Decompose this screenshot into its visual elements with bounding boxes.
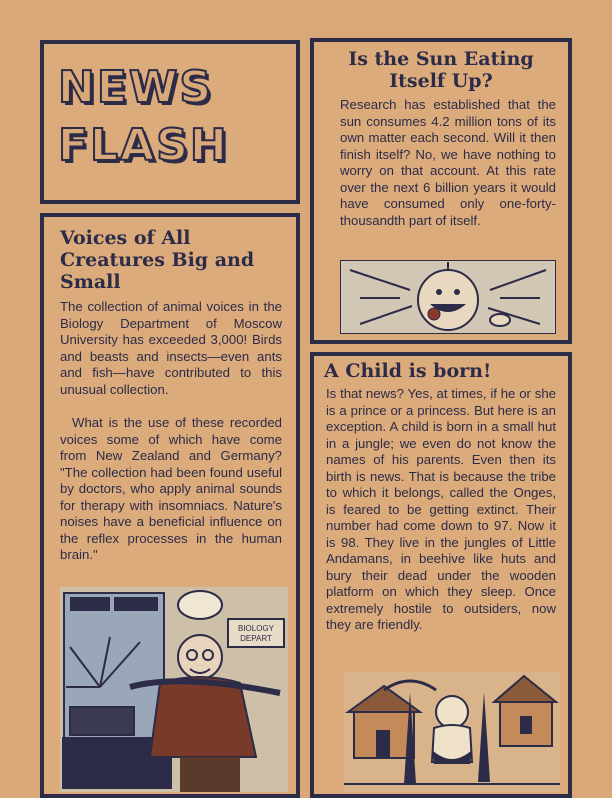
sign-line-1: BIOLOGY <box>237 624 275 633</box>
news-flash-title-line1: NEWS <box>58 62 214 113</box>
news-flash-title-line2: FLASH <box>58 120 229 171</box>
jungle-child-illustration <box>344 672 560 792</box>
biology-sign <box>228 619 284 647</box>
sun-article-headline: Is the Sun Eating Itself Up? <box>348 48 534 92</box>
biology-lab-illustration <box>60 587 288 792</box>
sun-article-body: Research has established that the sun consumes 4.2 million tons of its own matter each second. Will it then finish itself? No, we have nothing to worry on that account. At this rate over the next 6 billion years it would have consumed only one-forty-thousandth part of itself. <box>340 97 556 228</box>
voices-article-paragraph-1: The collection of animal voices in the Biology Department of Moscow University has exceeded 3,000! Birds and beasts and insects—even ants and fish—have contributed to this unusual collection. <box>60 299 282 397</box>
voices-article-panel <box>40 213 300 798</box>
child-article-body: Is that news? Yes, at times, if he or she is a prince or a princess. But here is an exception. A child is born in a small hut in a jungle; we even do not know the names of his parents. Even then its birth is news. That is because the tribe to which it belongs, called the Onges, is feared to be getting extinct. Their number had come down to 97. Now it is 98. They live in the jungles of Little Andamans, in beehive like huts and bury their dead under the wooden platform on which they sleep. Once extremely hostile to outsiders, now they are friendly. <box>326 386 556 632</box>
news-flash-panel <box>40 40 300 204</box>
sun-article-panel <box>310 38 572 344</box>
sun-eating-illustration <box>340 260 556 334</box>
sign-line-2: DEPART <box>240 634 272 643</box>
voices-article-paragraph-2: What is the use of these recorded voices some of which have come from New Zealand and Germany? "The collection had been found useful by doctors, who apply animal sounds for therapy with insomniacs. Nature's noises have a beneficial influence on the reflex processes in the human brain." <box>60 415 282 562</box>
voices-article-headline: Voices of All Creatures Big and Small <box>60 227 255 293</box>
child-article-headline: A Child is born! <box>324 360 492 382</box>
child-article-panel <box>310 352 572 798</box>
